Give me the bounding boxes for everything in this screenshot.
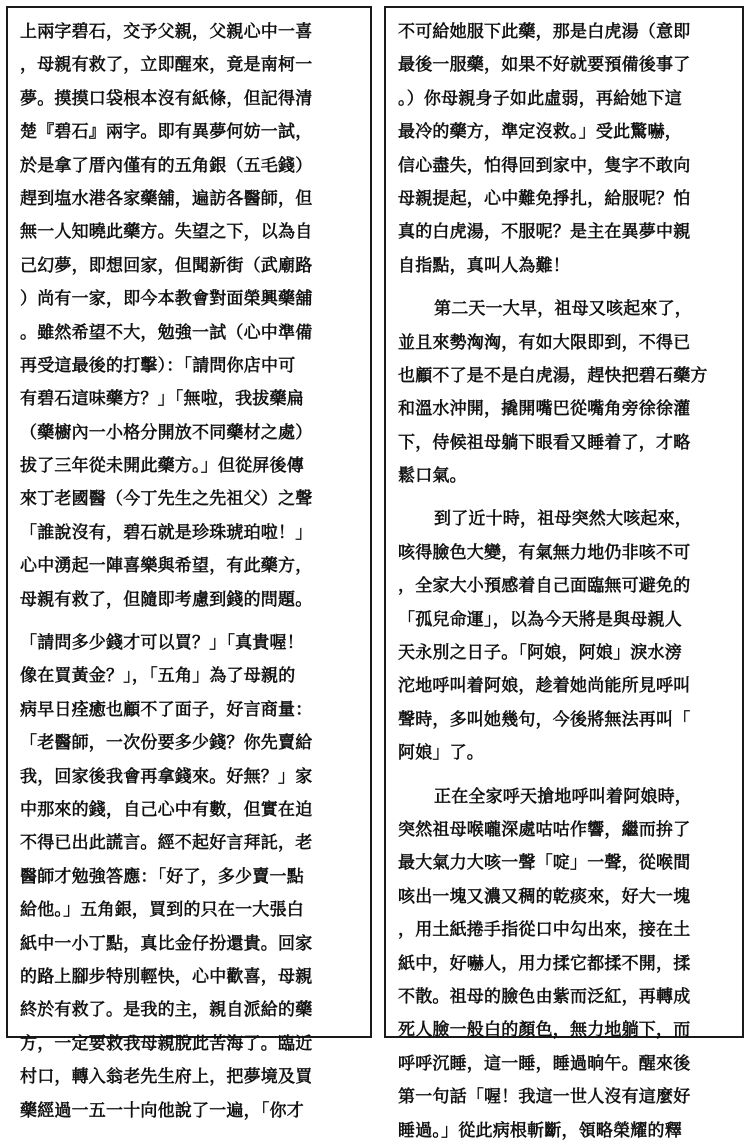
right-column-paragraph (398, 16, 732, 283)
text-line: 「孤兒命運」，以為今天將是與母親人 (398, 609, 682, 630)
text-line: 鬆口氣。 (398, 466, 467, 487)
text-line: 上兩字碧石，交予父親，父親心中一喜 (20, 22, 313, 42)
right-column-paragraph (398, 781, 732, 1148)
text-line: 睡過。」從此病根斬斷，領略榮耀的釋 (398, 1120, 682, 1141)
text-line: 拔了三年從未開此藥方。」但從屏後傳 (20, 456, 304, 477)
text-line: 夢。摸摸口袋根本沒有紙條，但記得清 (20, 88, 313, 109)
text-line: 天永別之日子。「阿娘，阿娘」淚水滂 (398, 643, 682, 664)
right-text-column (384, 6, 744, 1141)
text-line: 也顧不了是不是白虎湯，趕快把碧石藥方 (398, 365, 708, 386)
text-line: 到了近十時，祖母突然大咳起來， (434, 509, 692, 530)
text-line: 阿娘」了。 (398, 743, 484, 764)
text-line: 「誰說沒有，碧石就是珍珠琥珀啦！」 (20, 522, 313, 543)
text-line: 紙中一小丁點，真比金仔扮還貴。回家 (20, 933, 313, 954)
text-line: 咳得臉色大變，有氣無力地仍非咳不可 (398, 542, 691, 563)
text-line: 於是拿了厝內僅有的五角銀（五毛錢） (20, 155, 313, 176)
text-line: 我，回家後我會再拿錢來。好無？」家 (20, 766, 313, 787)
text-line: 有碧石這味藥方？」「無啦，我拔藥扁 (20, 389, 304, 410)
text-line: 不散。祖母的臉色由紫而泛紅，再轉成 (398, 986, 691, 1007)
text-line: 己幻夢，即想回家，但聞新街（武廟路 (20, 255, 313, 276)
text-line: ，用土紙捲手指從口中勾出來，接在土 (398, 920, 691, 941)
text-line: 來丁老國醫（今丁先生之先祖父）之聲 (20, 489, 313, 510)
text-line: 。）你母親身子如此虛弱，再給她下這 (398, 88, 682, 109)
text-line: 楚『碧石』兩字。即有異夢何妨一試， (20, 122, 313, 143)
text-line: 第一句話「喔！我這一世人沒有這麼好 (398, 1087, 691, 1108)
text-line: 信心盡失，怕得回到家中，隻字不敢向 (398, 155, 691, 176)
right-column-paragraph (398, 503, 732, 770)
text-line: 最冷的藥方，準定沒救。」受此驚嚇， (398, 122, 682, 143)
text-line: 像在買黃金？」，「五角」為了母親的 (20, 666, 296, 687)
text-line: 呼呼沉睡，這一睡，睡過晌午。醒來後 (398, 1053, 691, 1074)
text-line: 醫師才勉強答應：「好了，多少賣一點 (20, 866, 304, 887)
text-line: 給他。」五角銀，買到的只在一大張白 (20, 900, 304, 921)
text-line: 「老醫師，一次份要多少錢？你先賣給 (20, 733, 313, 754)
text-line: 心中湧起一陣喜樂與希望，有此藥方， (20, 556, 313, 577)
text-line: 藥經過一五一十向他說了一遍，「你才 (20, 1100, 304, 1121)
text-line: 趕到塩水港各家藥舖，遍訪各醫師，但 (20, 188, 313, 209)
text-line: 再受這最後的打擊）：「請問你店中可 (20, 355, 296, 376)
text-line: 的路上腳步特別輕快，心中歡喜，母親 (20, 966, 313, 987)
text-line: 自指點，真叫人為難！ (398, 255, 570, 276)
text-line: 咳出一塊又濃又稠的乾痰來，好大一塊 (398, 886, 691, 907)
left-text-column (6, 6, 372, 1121)
text-line: ，母親有救了，立即醒來，竟是南柯一 (20, 55, 313, 76)
text-line: 母親有救了，但隨即考慮到錢的問題。 (20, 589, 313, 610)
text-line: 聲時，多叫她幾句，今後將無法再叫「 (398, 709, 691, 730)
text-line: 最大氣力大咳一聲「啶」一聲，從喉間 (398, 853, 691, 874)
text-line: 病早日痊癒也顧不了面子，好言商量： (20, 699, 313, 720)
text-line: ）尚有一家，即今本教會對面榮興藥舖 (20, 289, 313, 310)
text-line: 不得已出此謊言。經不起好言拜託，老 (20, 833, 313, 854)
text-line: 正在全家呼天搶地呼叫着阿娘時， (434, 786, 692, 807)
text-line: 終於有救了。是我的主，親自派給的藥 (20, 1000, 313, 1021)
text-line: 中那來的錢，自己心中有數，但實在迫 (20, 799, 313, 820)
text-line: 紙中，好嚇人，用力揉它都揉不開，揉 (398, 953, 691, 974)
text-line: 最後一服藥，如果不好就要預備後事了 (398, 55, 691, 76)
text-line: 村口，轉入翁老先生府上，把夢境及買 (20, 1067, 313, 1088)
left-column-paragraph (20, 627, 360, 1128)
text-line: 沱地呼叫着阿娘，趁着她尚能所見呼叫 (398, 676, 691, 697)
left-column-paragraph (20, 16, 360, 617)
text-line: 「請問多少錢才可以買？」「真貴喔！ (20, 633, 304, 654)
text-line: （藥櫥內一小格分開放不同藥材之處） (20, 422, 313, 443)
text-line: 母親提起，心中難免掙扎，給服呢？怕 (398, 188, 691, 209)
text-line: 下，侍候祖母躺下眼看又睡着了，才略 (398, 432, 691, 453)
text-line: 並且來勢洶洶，有如大限即到，不得已 (398, 332, 691, 353)
text-line: 死人臉一般白的顏色，無力地躺下，而 (398, 1020, 691, 1041)
text-line: 方，一定要救我母親脫此苦海了。臨近 (20, 1033, 313, 1054)
text-line: 和溫水沖開，撬開嘴巴從嘴角旁徐徐灌 (398, 399, 691, 420)
text-line: 真的白虎湯，不服呢？是主在異夢中親 (398, 222, 691, 243)
text-line: ，全家大小預感着自己面臨無可避免的 (398, 576, 691, 597)
text-line: 。雖然希望不大，勉強一試（心中準備 (20, 322, 313, 343)
right-column-paragraph (398, 293, 732, 493)
text-line: 無一人知曉此藥方。失望之下，以為自 (20, 222, 313, 243)
text-line: 不可給她服下此藥，那是白虎湯（意即 (398, 22, 691, 42)
text-line: 第二天一大早，祖母又咳起來了， (434, 299, 692, 320)
text-line: 突然祖母喉嚨深處咕咕作響，繼而拚了 (398, 819, 691, 840)
